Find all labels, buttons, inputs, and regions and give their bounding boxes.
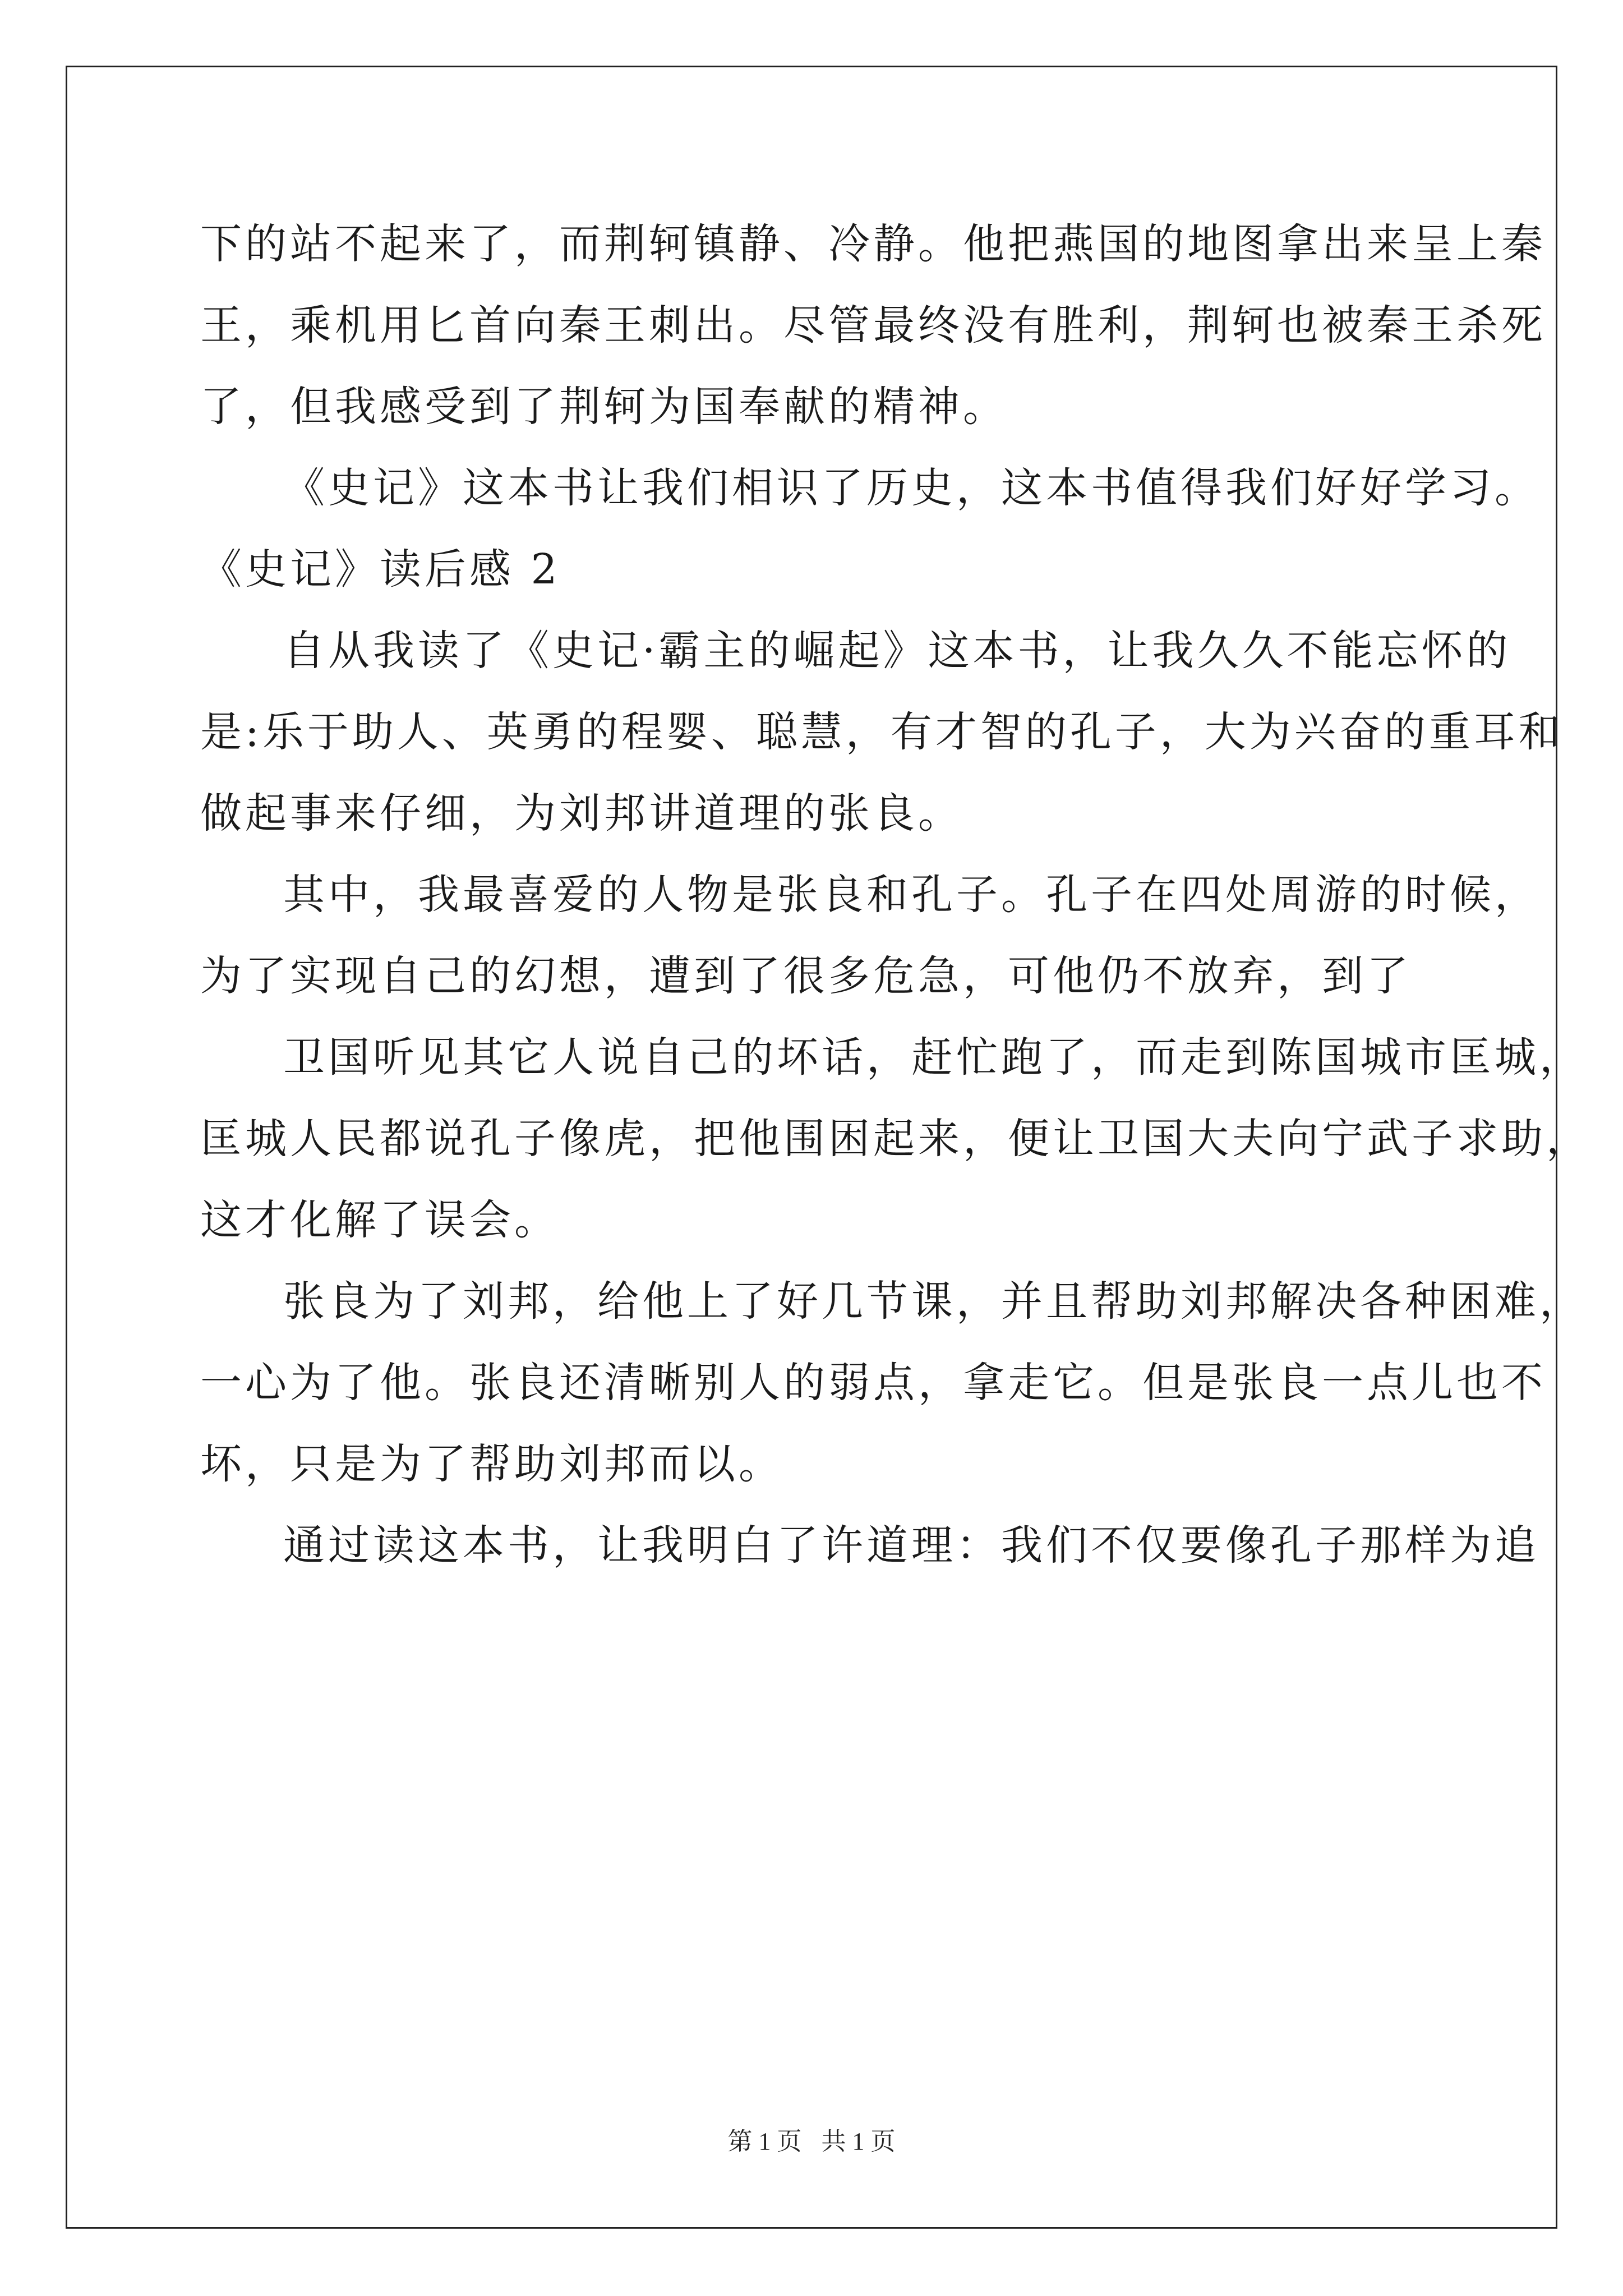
text-line: 匡城人民都说孔子像虎，把他围困起来，便让卫国大夫向宁武子求助， <box>200 1115 1591 1163</box>
text-line: 自从我读了《史记·霸主的崛起》这本书，让我久久不能忘怀的 <box>283 627 1511 675</box>
page-total: 共 1 页 <box>821 2128 896 2155</box>
text-line: 了，但我感受到了荆轲为国奉献的精神。 <box>200 383 1008 431</box>
text-line: 为了实现自己的幻想，遭到了很多危急，可他仍不放弃，到了 <box>200 952 1412 1000</box>
text-line: 卫国听见其它人说自己的坏话，赶忙跑了，而走到陈国城市匡城， <box>283 1033 1584 1082</box>
text-line: 张良为了刘邦，给他上了好几节课，并且帮助刘邦解决各种困难， <box>283 1277 1584 1326</box>
section-heading: 《史记》读后感 2 <box>200 545 561 593</box>
text-line: 是:乐于助人、英勇的程婴、聪慧，有才智的孔子，大为兴奋的重耳和 <box>200 708 1564 756</box>
text-line: 一心为了他。张良还清晰别人的弱点，拿走它。但是张良一点儿也不 <box>200 1359 1546 1407</box>
text-line: 下的站不起来了，而荆轲镇静、冷静。他把燕国的地图拿出来呈上秦 <box>200 220 1546 268</box>
text-line: 其中，我最喜爱的人物是张良和孔子。孔子在四处周游的时候， <box>283 871 1539 919</box>
page-number: 第 1 页 <box>727 2128 802 2155</box>
text-line: 做起事来仔细，为刘邦讲道理的张良。 <box>200 789 963 838</box>
text-line: 王，乘机用匕首向秦王刺出。尽管最终没有胜利，荆轲也被秦王杀死 <box>200 301 1546 349</box>
page-footer <box>0 2125 1623 2159</box>
text-line: 这才化解了误会。 <box>200 1196 559 1244</box>
text-line: 《史记》这本书让我们相识了历史，这本书值得我们好好学习。 <box>283 464 1539 512</box>
text-line: 通过读这本书，让我明白了许道理：我们不仅要像孔子那样为追 <box>283 1521 1539 1570</box>
text-line: 坏，只是为了帮助刘邦而以。 <box>200 1440 783 1488</box>
